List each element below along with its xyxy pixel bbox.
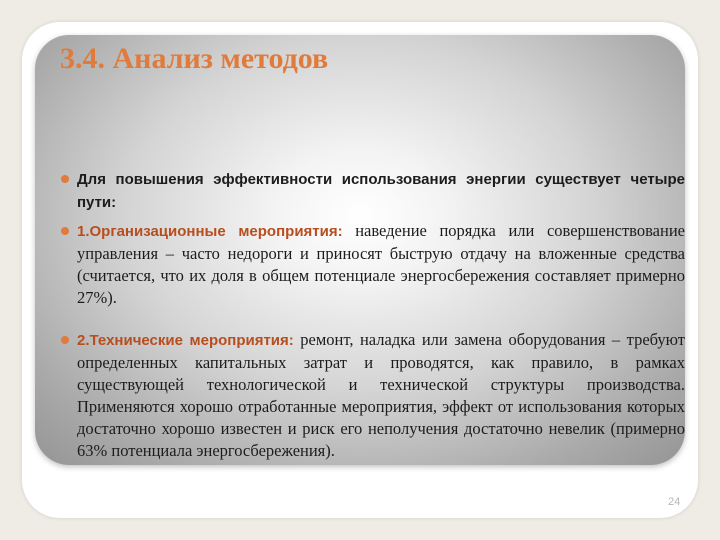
bullet-dot-icon bbox=[61, 336, 69, 344]
bullet-item-organizational bbox=[61, 220, 685, 309]
bullet-item-intro bbox=[61, 168, 685, 214]
bullet-dot-icon bbox=[61, 175, 69, 183]
intro-text: Для повышения эффективности использования энергии существует четыре пути: bbox=[77, 171, 685, 211]
bullet-item-technical bbox=[61, 329, 685, 462]
bullet-list bbox=[61, 168, 685, 468]
content-panel bbox=[35, 35, 685, 465]
page-number: 24 bbox=[668, 496, 681, 508]
slide-title: 3.4. Анализ методов bbox=[60, 42, 329, 75]
bullet-dot-icon bbox=[61, 227, 69, 235]
item-text: наведение порядка или совершенствование управления – часто недороги и приносят быструю отдачу на вложенные средства (считается, что их доля в общем потенциале энергосбережения составляет примерно 27%). bbox=[77, 221, 685, 307]
item-lead: 1.Организационные мероприятия: bbox=[77, 223, 343, 240]
item-text: ремонт, наладка или замена оборудования – требуют определенных капитальных затрат и проводятся, как правило, в рамках существующей технологической и технической структуры производства. Применяются хорошо отработанные мероприятия, эффект от использования которых достаточно хорошо известен и риск его неполучения достаточно невелик (примерно 63% потенциала энергосбережения). bbox=[77, 330, 685, 460]
item-lead: 2.Технические мероприятия: bbox=[77, 332, 294, 349]
